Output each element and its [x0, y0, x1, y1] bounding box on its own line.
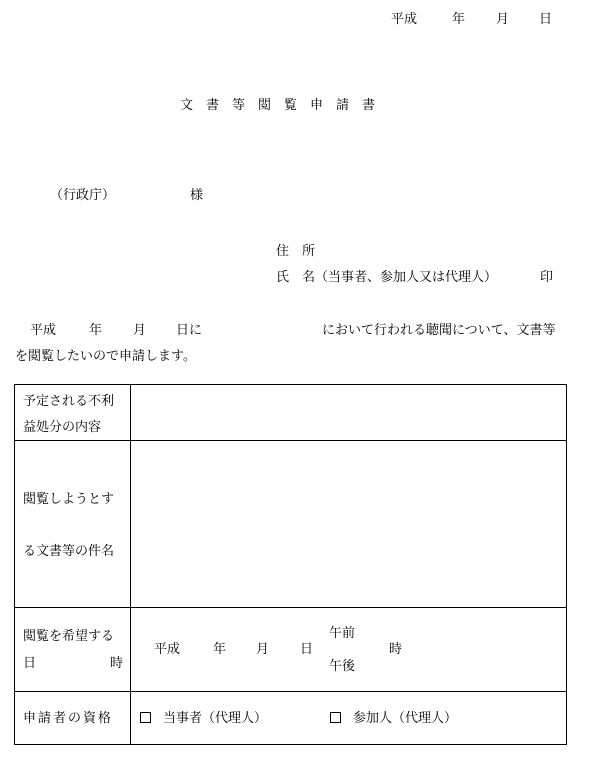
row4-label: 申請者の資格 — [23, 711, 114, 726]
date-era: 平成 — [391, 12, 418, 27]
date-day: 日 — [539, 12, 553, 27]
name-label: 氏 名（当事者、参加人又は代理人） — [276, 270, 498, 285]
document-title: 文 書 等 閲 覧 申 請 書 — [180, 98, 376, 113]
intro-era: 平成 — [30, 323, 57, 338]
row2-label-line2: る文書等の件名 — [23, 544, 115, 559]
option-participant-label: 参加人（代理人） — [353, 711, 458, 726]
intro-line2: を閲覧したいので申請します。 — [15, 349, 196, 364]
row3-label-line1: 閲覧を希望する — [23, 629, 115, 644]
addressee: （行政庁） — [50, 188, 116, 203]
qualification-option-party[interactable] — [140, 712, 267, 725]
row3-hour: 時 — [389, 642, 403, 657]
checkbox-icon[interactable] — [140, 712, 151, 723]
intro-line1-rest: において行われる聴聞について、文書等 — [322, 323, 556, 338]
intro-day: 日に — [176, 323, 203, 338]
date-year: 年 — [452, 12, 466, 27]
row3-year: 年 — [213, 642, 227, 657]
row-divider — [15, 691, 566, 692]
row3-month: 月 — [256, 642, 270, 657]
intro-month: 月 — [133, 323, 147, 338]
row3-era: 平成 — [154, 642, 181, 657]
seal-mark: 印 — [540, 270, 554, 285]
row1-label-line2: 益処分の内容 — [23, 420, 102, 435]
row1-input-area[interactable] — [131, 386, 567, 439]
checkbox-icon[interactable] — [330, 712, 341, 723]
address-label: 住 所 — [276, 244, 316, 259]
intro-year: 年 — [89, 323, 103, 338]
qualification-option-participant[interactable] — [330, 712, 457, 725]
row1-label-line1: 予定される不利 — [23, 394, 115, 409]
option-party-label: 当事者（代理人） — [163, 711, 268, 726]
row3-am: 午前 — [329, 626, 356, 641]
application-table — [14, 384, 567, 745]
row3-day: 日 — [300, 642, 314, 657]
row-divider — [15, 607, 566, 608]
date-month: 月 — [496, 12, 510, 27]
row3-label-line2a: 日 — [23, 656, 37, 671]
row2-input-area[interactable] — [131, 441, 567, 606]
honorific: 様 — [190, 188, 204, 203]
row2-label-line1: 閲覧しようとす — [23, 492, 115, 507]
row3-pm: 午後 — [329, 659, 356, 674]
row3-label-line2b: 時 — [110, 656, 124, 671]
